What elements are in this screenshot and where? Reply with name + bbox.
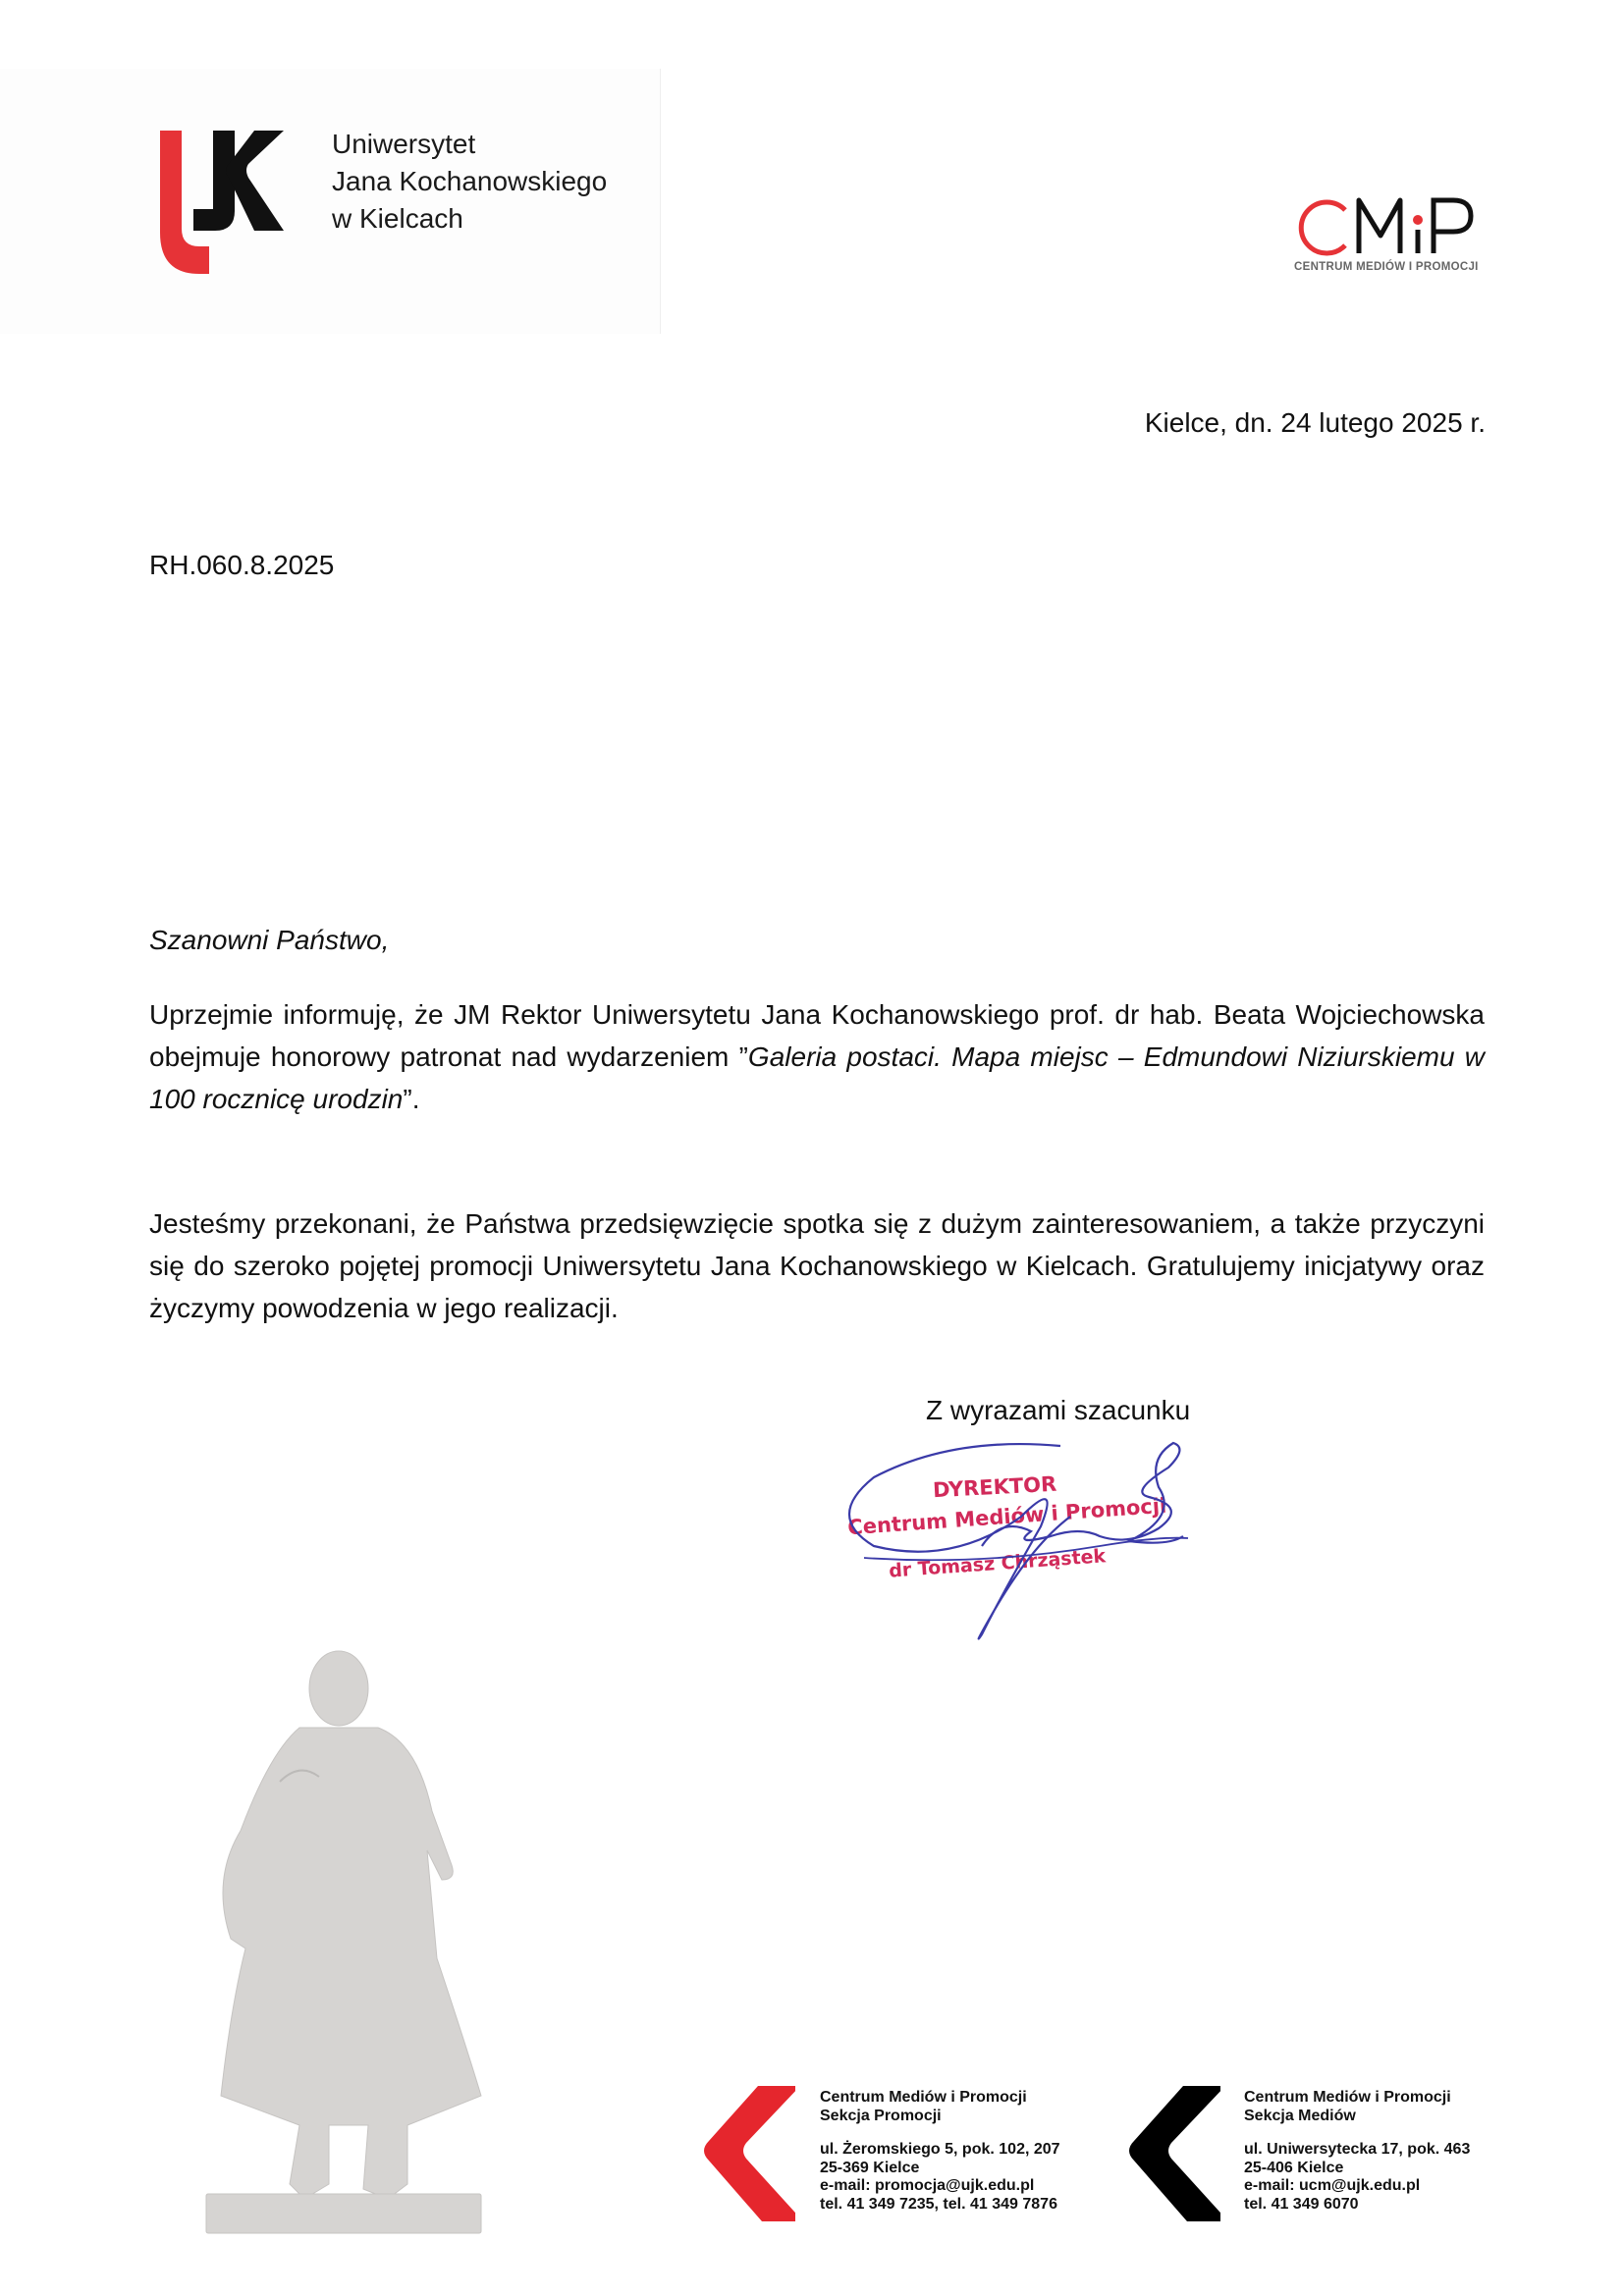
cmip-logo-icon <box>1298 196 1475 257</box>
paragraph-text: ”. <box>403 1084 420 1114</box>
contact-city: 25-369 Kielce <box>820 2159 920 2176</box>
stamp-title: DYREKTOR <box>932 1471 1057 1503</box>
contact-title: Centrum Mediów i Promocji <box>820 2089 1027 2106</box>
ujk-logo-icon <box>152 131 314 274</box>
reference-number: RH.060.8.2025 <box>149 550 335 580</box>
university-name-line: w Kielcach <box>332 203 463 234</box>
contact-address: ul. Uniwersytecka 17, pok. 463 <box>1244 2141 1471 2158</box>
chevron-black-icon <box>1122 2086 1220 2223</box>
contact-media-section <box>1244 2089 1470 2214</box>
event-title: Galeria postaci. Mapa miejsc – Edmundowi Niziurskiemu w 100 rocznicę urodzin <box>149 1041 1486 1114</box>
contact-email[interactable]: e-mail: promocja@ujk.edu.pl <box>820 2177 1035 2194</box>
signature-icon <box>835 1438 1218 1654</box>
contact-title: Centrum Mediów i Promocji <box>1244 2089 1451 2106</box>
statue-jan-kochanowski-icon <box>191 1634 496 2243</box>
university-name <box>332 126 607 238</box>
closing-phrase: Z wyrazami szacunku <box>926 1395 1191 1425</box>
letter-date: Kielce, dn. 24 lutego 2025 r. <box>1144 407 1486 438</box>
contact-address: ul. Żeromskiego 5, pok. 102, 207 <box>820 2141 1060 2158</box>
contact-phone: tel. 41 349 7235, tel. 41 349 7876 <box>820 2195 1057 2213</box>
paragraph-congratulations: Jesteśmy przekonani, że Państwa przedsięwzięcie spotka się z dużym zainteresowaniem, a także przyczyni się do szeroko pojętej promocji Uniwersytetu Jana Kochanowskiego w Kielcach. Gratulujemy inicjatywy oraz życzymy powodzenia w jego realizacji. <box>149 1208 1485 1323</box>
stamp-department: Centrum Mediów i Promocji <box>846 1493 1167 1540</box>
contact-section: Sekcja Mediów <box>1244 2107 1356 2124</box>
paragraph-patronage <box>149 993 1485 1120</box>
contact-section: Sekcja Promocji <box>820 2107 942 2124</box>
director-stamp <box>835 1438 1218 1654</box>
contact-email[interactable]: e-mail: ucm@ujk.edu.pl <box>1244 2177 1421 2194</box>
contact-promotion-section <box>820 2089 1060 2214</box>
salutation: Szanowni Państwo, <box>149 925 390 955</box>
contact-city: 25-406 Kielce <box>1244 2159 1344 2176</box>
contact-phone: tel. 41 349 6070 <box>1244 2195 1359 2213</box>
cmip-caption: CENTRUM MEDIÓW I PROMOCJI <box>1294 261 1479 273</box>
stamp-name: dr Tomasz Chrząstek <box>888 1545 1107 1582</box>
chevron-red-icon <box>697 2086 795 2223</box>
paragraph-text: Uprzejmie informuję, że JM Rektor Uniwersytetu Jana Kochanowskiego prof. dr hab. Beata Wojciechowska obejmuje honorowy patronat nad wydarzeniem ” <box>149 999 1485 1072</box>
university-name-line: Uniwersytet <box>332 129 476 159</box>
university-name-line: Jana Kochanowskiego <box>332 166 608 196</box>
